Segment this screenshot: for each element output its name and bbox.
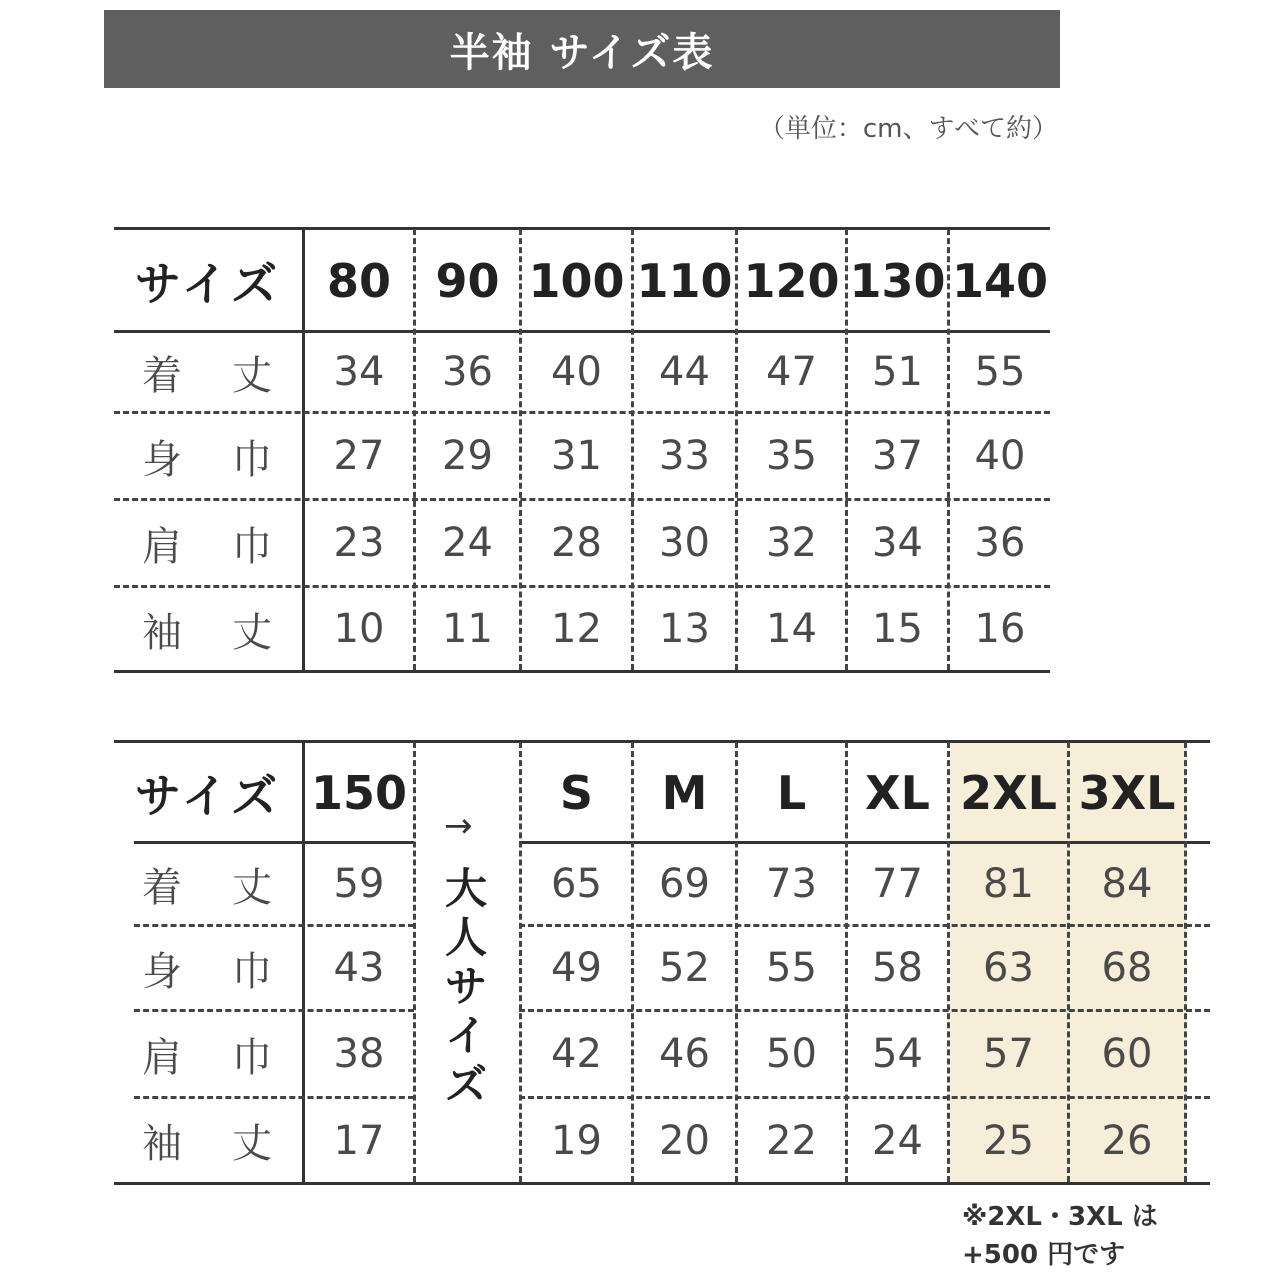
table-cell: 13 — [659, 606, 710, 652]
size-header-label: サイズ — [134, 257, 282, 311]
size-header-110: 110 — [636, 254, 733, 308]
table-cell: 55 — [766, 945, 817, 991]
row-label-char: 身 — [142, 948, 182, 995]
adult-size-vertical-label: 大人サイズ — [444, 864, 487, 1109]
table-cell: 14 — [766, 606, 817, 652]
surcharge-footnote: ※2XL・3XL は +500 円です — [962, 1202, 1158, 1270]
size-header-xl: XL — [865, 766, 930, 820]
table-cell: 49 — [551, 945, 602, 991]
size-header-label: サイズ — [134, 769, 282, 823]
table-cell: 38 — [333, 1031, 385, 1077]
table-cell: 54 — [872, 1031, 923, 1077]
table-cell: 11 — [442, 606, 493, 652]
table-bottom-rule — [114, 1182, 1210, 1185]
table-bottom-rule — [114, 670, 1050, 673]
row-label-char: 巾 — [232, 523, 272, 570]
arrow-right-icon: → — [444, 806, 473, 846]
row-label-char: 丈 — [232, 1121, 272, 1167]
table-cell: 31 — [551, 433, 602, 479]
table-cell: 28 — [551, 520, 602, 566]
table-cell: 60 — [1101, 1031, 1153, 1077]
table-cell: 40 — [551, 349, 602, 395]
table-cell: 51 — [872, 349, 923, 395]
size-header-100: 100 — [528, 254, 625, 308]
row-label-char: 巾 — [232, 948, 272, 995]
table-cell: 69 — [659, 861, 710, 907]
row-label-length — [142, 844, 272, 924]
table-cell: 32 — [766, 520, 817, 566]
size-header-120: 120 — [743, 254, 840, 308]
table-cell: 40 — [974, 433, 1026, 479]
row-label-char: 肩 — [142, 523, 182, 570]
table-cell: 19 — [551, 1117, 602, 1164]
size-header-3xl: 3XL — [1078, 766, 1176, 820]
row-label-char: 着 — [142, 864, 182, 911]
table-cell: 29 — [442, 433, 493, 479]
unit-note: （単位：cm、すべて約） — [758, 114, 1058, 144]
table-cell: 84 — [1101, 861, 1153, 907]
table-cell: 24 — [872, 1117, 923, 1164]
table-cell: 42 — [551, 1031, 602, 1077]
table-cell: 24 — [442, 520, 493, 566]
table-cell: 58 — [872, 945, 923, 991]
table-cell: 16 — [974, 606, 1026, 652]
table-cell: 77 — [872, 861, 923, 907]
table-cell: 17 — [333, 1117, 385, 1164]
row-label-char: 丈 — [232, 609, 272, 656]
row-label-shoulder-width — [142, 1012, 272, 1096]
table-cell: 73 — [766, 861, 817, 907]
table-cell: 36 — [974, 520, 1026, 566]
row-label-char: 着 — [142, 352, 182, 399]
size-header-130: 130 — [849, 254, 946, 308]
table-cell: 36 — [442, 349, 493, 395]
row-label-char: 丈 — [232, 864, 272, 911]
table-cell: 46 — [659, 1031, 710, 1077]
size-header-m: M — [661, 766, 708, 820]
table-cell: 59 — [333, 861, 385, 907]
table-cell: 65 — [551, 861, 602, 907]
table-cell: 27 — [333, 433, 385, 479]
table-cell: 34 — [333, 349, 385, 395]
row-label-body-width — [142, 927, 272, 1009]
row-label-char: 袖 — [142, 1121, 182, 1167]
row-label-char: 巾 — [232, 1034, 272, 1081]
size-header-90: 90 — [435, 254, 500, 308]
table-cell: 50 — [766, 1031, 817, 1077]
size-header-150: 150 — [310, 766, 408, 820]
column-divider — [413, 742, 416, 1182]
table-cell: 34 — [872, 520, 923, 566]
table-cell: 81 — [983, 861, 1034, 907]
row-label-char: 袖 — [142, 609, 182, 656]
row-label-char: 丈 — [232, 352, 272, 399]
row-label-char: 肩 — [142, 1034, 182, 1081]
table-cell: 68 — [1101, 945, 1153, 991]
table-cell: 10 — [333, 606, 385, 652]
row-label-shoulder-width — [142, 501, 272, 585]
table-cell: 57 — [983, 1031, 1034, 1077]
table-cell: 37 — [872, 433, 923, 479]
size-header-140: 140 — [951, 254, 1049, 308]
table-cell: 26 — [1101, 1117, 1153, 1164]
table-cell: 43 — [333, 945, 385, 991]
table-cell: 55 — [974, 349, 1026, 395]
table-top-rule — [114, 227, 1050, 230]
table-cell: 35 — [766, 433, 817, 479]
row-label-length — [142, 333, 272, 411]
size-header-l: L — [776, 766, 807, 820]
table-cell: 63 — [983, 945, 1034, 991]
table-cell: 20 — [659, 1117, 710, 1164]
column-divider — [1184, 742, 1187, 1182]
table-cell: 15 — [872, 606, 923, 652]
row-label-char: 巾 — [232, 436, 272, 483]
size-header-2xl: 2XL — [960, 766, 1057, 820]
table-cell: 47 — [766, 349, 817, 395]
size-header-s: S — [559, 766, 594, 820]
row-label-sleeve-length — [142, 1099, 272, 1182]
table-cell: 44 — [659, 349, 710, 395]
size-header-80: 80 — [326, 254, 391, 308]
row-label-char: 身 — [142, 436, 182, 483]
row-label-body-width — [142, 414, 272, 498]
row-label-sleeve-length — [142, 588, 272, 670]
table-cell: 52 — [659, 945, 710, 991]
table-cell: 25 — [983, 1117, 1034, 1164]
table-cell: 23 — [333, 520, 385, 566]
table-cell: 22 — [766, 1117, 817, 1164]
table-cell: 33 — [659, 433, 710, 479]
table-cell: 12 — [551, 606, 602, 652]
table-cell: 30 — [659, 520, 710, 566]
page-title: 半袖 サイズ表 — [104, 10, 1060, 88]
table-top-rule — [114, 740, 1210, 743]
